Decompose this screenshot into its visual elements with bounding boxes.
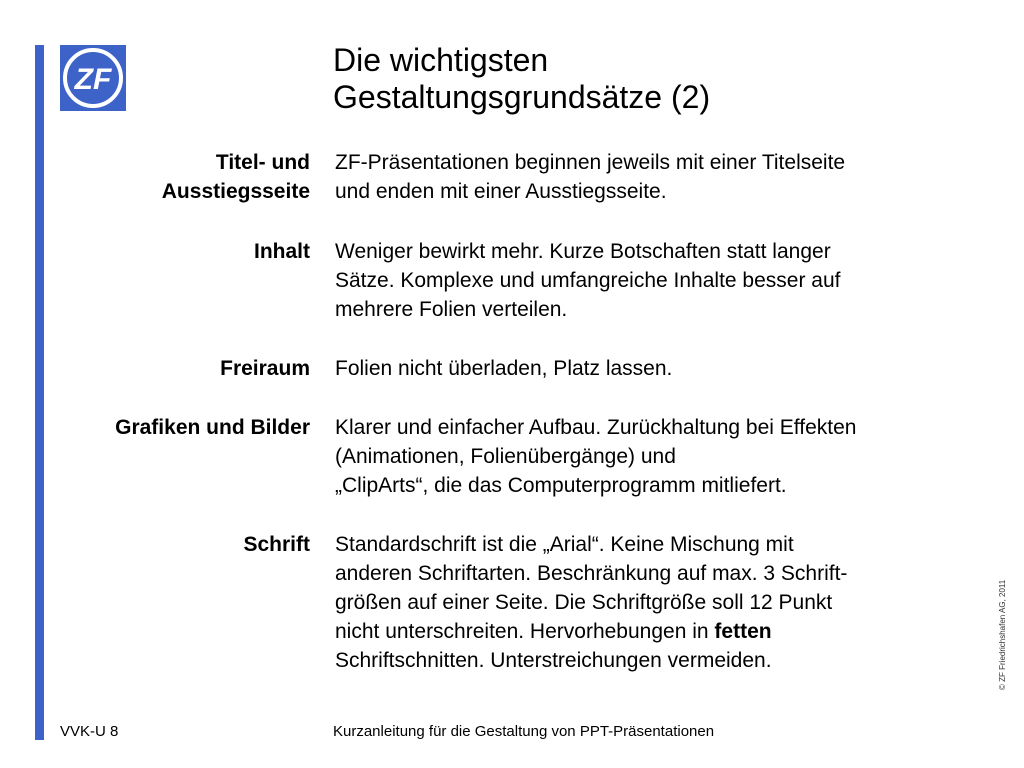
text-titel-ausstieg (335, 148, 985, 206)
footer-page-number: VVK-U 8 (60, 723, 119, 740)
text-fragment: nicht unterschreiten. Hervorhebungen in (335, 620, 715, 643)
text-freiraum (335, 354, 985, 383)
text-line (335, 617, 985, 646)
bold-emphasis: fetten (714, 620, 772, 643)
zf-logo (60, 45, 126, 111)
svg-text:ZF: ZF (74, 63, 112, 96)
text-line: Folien nicht überladen, Platz lassen. (335, 357, 673, 380)
text-inhalt (335, 237, 985, 324)
text-line: Weniger bewirkt mehr. Kurze Botschaften statt langer (335, 240, 831, 263)
label-freiraum (10, 354, 310, 383)
label-line: Schrift (243, 533, 310, 556)
text-line: größen auf einer Seite. Die Schriftgröße soll 12 Punkt (335, 591, 833, 614)
label-line: Ausstiegsseite (161, 180, 310, 203)
label-line: Inhalt (254, 240, 310, 263)
label-line: Freiraum (220, 357, 310, 380)
text-line: ZF-Präsentationen beginnen jeweils mit einer Titelseite (335, 151, 846, 174)
zf-logo-mark (60, 45, 126, 111)
text-line: Standardschrift ist die „Arial“. Keine Mischung mit (335, 533, 794, 556)
copyright-notice: © ZF Friedrichshafen AG, 2011 (998, 579, 1007, 690)
label-inhalt (10, 237, 310, 266)
label-grafiken-bilder (10, 413, 310, 442)
text-line: Klarer und einfacher Aufbau. Zurückhaltung bei Effekten (335, 416, 857, 439)
text-line: und enden mit einer Ausstiegsseite. (335, 180, 667, 203)
title-line-2: Gestaltungsgrundsätze (2) (333, 79, 711, 115)
page-title (333, 42, 973, 116)
title-line-1: Die wichtigsten (333, 42, 549, 78)
footer-subtitle: Kurzanleitung für die Gestaltung von PPT-Präsentationen (333, 723, 715, 740)
text-grafiken-bilder (335, 413, 985, 500)
text-schrift (335, 530, 985, 675)
label-titel-ausstieg (10, 148, 310, 206)
text-line: Sätze. Komplexe und umfangreiche Inhalte besser auf (335, 269, 841, 292)
label-line: Titel- und (215, 151, 310, 174)
text-line: „ClipArts“, die das Computerprogramm mitliefert. (335, 474, 787, 497)
label-line: Grafiken und Bilder (115, 416, 310, 439)
label-schrift (10, 530, 310, 559)
text-line: Schriftschnitten. Unterstreichungen vermeiden. (335, 649, 772, 672)
text-line: mehrere Folien verteilen. (335, 298, 568, 321)
text-line: anderen Schriftarten. Beschränkung auf max. 3 Schrift- (335, 562, 848, 585)
text-line: (Animationen, Folienübergänge) und (335, 445, 676, 468)
